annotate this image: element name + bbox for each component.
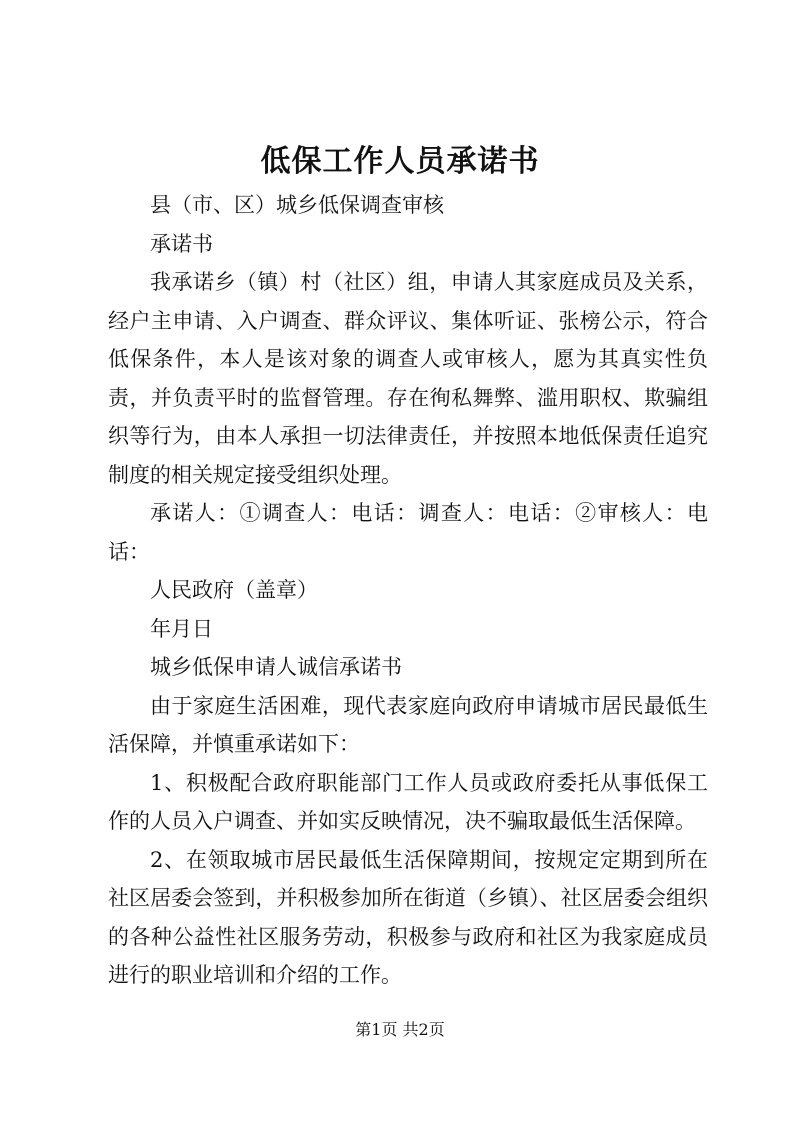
document-title: 低保工作人员承诺书 <box>260 144 540 179</box>
paragraph-heading-line-2: 承诺书 <box>150 231 213 256</box>
paragraph-signatories: 承诺人：①调查人：电话：调查人：电话：②审核人：电话： <box>108 501 708 564</box>
page-number-footer: 第1页 共2页 <box>355 1020 445 1039</box>
paragraph-second-title: 城乡低保申请人诚信承诺书 <box>150 655 402 679</box>
paragraph-intro: 由于家庭生活困难，现代表家庭向政府申请城市居民最低生活保障，并慎重承诺如下： <box>108 693 708 756</box>
paragraph-date: 年月日 <box>150 616 213 641</box>
paragraph-commitment: 我承诺乡（镇）村（社区）组，申请人其家庭成员及关系，经户主申请、入户调查、群众评议、集体听证、张榜公示，符合低保条件，本人是该对象的调查人或审核人，愿为其真实性负责，并负责平时的监督管理。存在徇私舞弊、滥用职权、欺骗组织等行为，由本人承担一切法律责任，并按照本地低保责任追究制度的相关规定接受组织处理。 <box>108 270 708 487</box>
document-body <box>108 186 708 995</box>
paragraph-item-2: 2、在领取城市居民最低生活保障期间，按规定定期到所在社区居委会签到，并积极参加所在街道（乡镇）、社区居委会组织的各种公益性社区服务劳动，积极参与政府和社区为我家庭成员进行的职业培训和介绍的工作。 <box>108 847 708 987</box>
paragraph-government-seal: 人民政府（盖章） <box>150 578 318 602</box>
paragraph-item-1: 1、积极配合政府职能部门工作人员或政府委托从事低保工作的人员入户调查、并如实反映情况，决不骗取最低生活保障。 <box>108 770 708 833</box>
paragraph-heading-line-1: 县（市、区）城乡低保调查审核 <box>150 193 444 217</box>
